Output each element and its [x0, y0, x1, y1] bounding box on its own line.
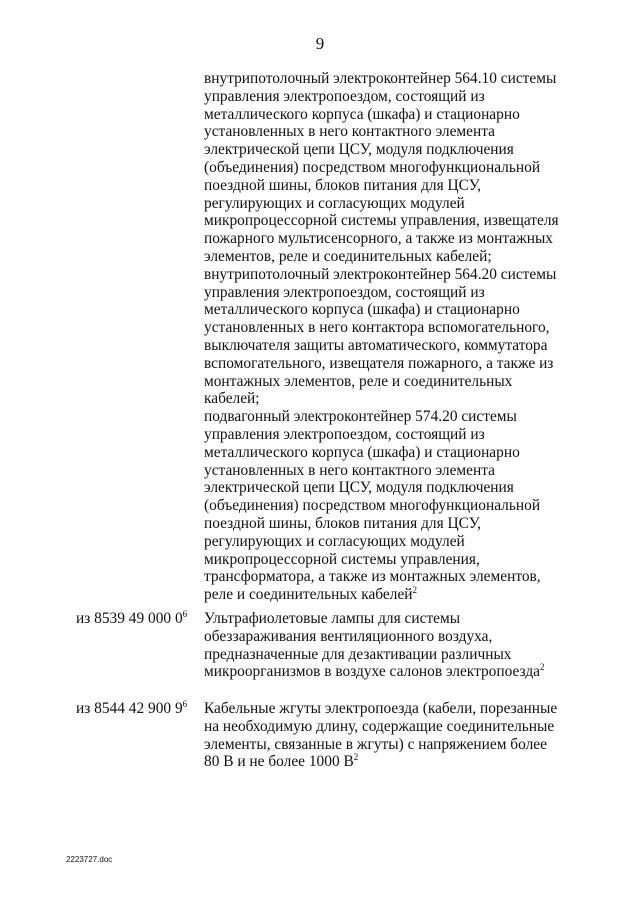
text-line: монтажных элементов, реле и соединительных	[204, 372, 513, 390]
text-line: микропроцессорной системы управления,	[204, 550, 480, 568]
text-line: управления электропоездом, состоящий из	[204, 425, 485, 443]
text-segment: микроорганизмов в воздухе салонов электропоезда	[204, 663, 540, 681]
text-line: вспомогательного, извещателя пожарного, а также из	[204, 354, 554, 372]
tariff-code-text: из 8544 42 900 9	[76, 700, 183, 717]
text-segment: 80 В и не более 1000 В	[204, 753, 354, 771]
text-line: металлического корпуса (шкафа) и стационарно	[204, 301, 520, 319]
footer-filename: 2223727.doc	[66, 855, 113, 864]
footnote-marker: 2	[539, 662, 545, 673]
text-line: регулирующих и согласующих модулей	[204, 532, 465, 550]
text-segment: реле и соединительных кабелей	[204, 586, 413, 604]
footnote-marker: 2	[412, 585, 418, 596]
text-line: Ультрафиолетовые лампы для системы	[204, 610, 461, 627]
text-line: металлического корпуса (шкафа) и стационарно	[204, 443, 520, 461]
text-line: Кабельные жгуты электропоезда (кабели, порезанные	[204, 700, 558, 717]
text-line: кабелей;	[204, 390, 260, 408]
footnote-marker: 6	[182, 699, 188, 709]
tariff-code-cable-harness	[76, 700, 187, 718]
text-line: электрической цепи ЦСУ, модуля подключения	[204, 141, 514, 159]
text-line: (объединения) посредством многофункциональной	[204, 497, 541, 515]
text-line: предназначенные для дезактивации различных	[204, 645, 512, 663]
text-line: трансформатора, а также из монтажных элементов,	[204, 568, 541, 586]
text-line: установленных в него контактора вспомогательного,	[204, 319, 550, 337]
tariff-code-text: из 8539 49 000 0	[76, 610, 183, 627]
tariff-code-uv-lamps	[76, 610, 187, 628]
text-line: внутрипотолочный электроконтейнер 564.10 системы	[204, 70, 557, 87]
text-line: подвагонный электроконтейнер 574.20 системы	[204, 408, 517, 426]
page-number: 9	[315, 34, 325, 53]
text-line: регулирующих и согласующих модулей	[204, 194, 465, 212]
text-line	[204, 586, 614, 604]
text-line: элементы, связанные в жгуты) с напряжением более	[204, 735, 547, 753]
text-line: установленных в него контактного элемента	[204, 123, 495, 141]
text-line: установленных в него контактного элемента	[204, 461, 495, 479]
text-line: (объединения) посредством многофункциональной	[204, 158, 541, 176]
text-line: пожарного мультисенсорного, а также из монтажных	[204, 230, 554, 248]
uv-lamps-description	[204, 610, 614, 681]
text-line: поездной шины, блоков питания для ЦСУ,	[204, 514, 481, 532]
cable-harness-description	[204, 700, 614, 771]
text-line	[204, 663, 614, 681]
text-line: управления электропоездом, состоящий из	[204, 283, 485, 301]
text-line: выключателя защиты автоматического, коммутатора	[204, 336, 548, 354]
continuation-description	[204, 70, 614, 604]
text-line: обеззараживания вентиляционного воздуха,	[204, 627, 493, 645]
text-line: управления электропоездом, состоящий из	[204, 87, 485, 105]
text-line: металлического корпуса (шкафа) и стационарно	[204, 105, 520, 123]
text-line: внутрипотолочный электроконтейнер 564.20 системы	[204, 265, 557, 283]
footnote-marker: 2	[353, 752, 359, 763]
text-line: на необходимую длину, содержащие соединительные	[204, 717, 555, 735]
text-line	[204, 753, 614, 771]
text-line: микропроцессорной системы управления, извещателя	[204, 212, 559, 230]
text-line: электрической цепи ЦСУ, модуля подключения	[204, 479, 514, 497]
text-line: элементов, реле и соединительных кабелей;	[204, 247, 492, 265]
text-line: поездной шины, блоков питания для ЦСУ,	[204, 176, 481, 194]
footnote-marker: 6	[182, 609, 188, 619]
